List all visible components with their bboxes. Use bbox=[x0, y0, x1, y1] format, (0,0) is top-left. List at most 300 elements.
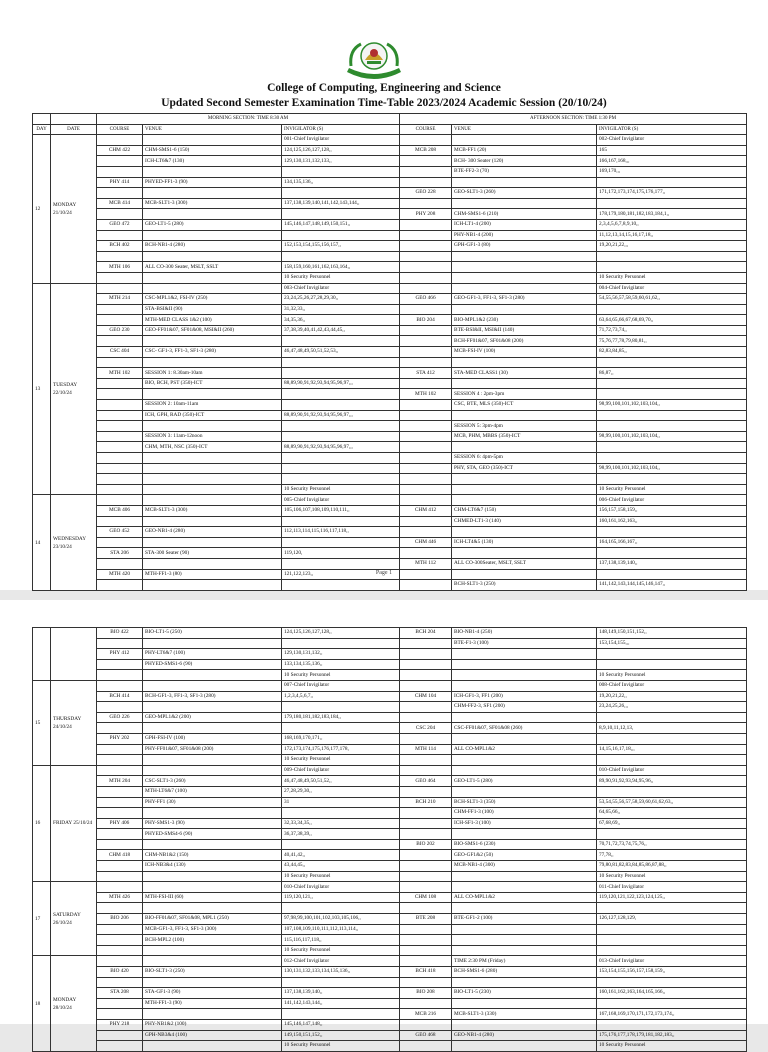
page-number: Page 1 bbox=[375, 570, 393, 576]
timetable-row bbox=[33, 914, 747, 925]
timetable-row bbox=[33, 198, 747, 209]
afternoon-venue: ICH-LT1-4 (200) bbox=[452, 219, 597, 230]
morning-invigilator: 003-Chief Invigilator bbox=[282, 283, 400, 294]
morning-invigilator: 141,142,143,144,, bbox=[282, 998, 400, 1009]
afternoon-invigilator: 77,78,, bbox=[597, 850, 747, 861]
afternoon-venue: GEO-GF1-3, FF1-3, SF1-3 (280) bbox=[452, 294, 597, 305]
afternoon-invigilator bbox=[597, 357, 747, 368]
morning-venue bbox=[143, 871, 282, 882]
afternoon-course: CSC 204 bbox=[400, 723, 452, 734]
morning-invigilator: 1,2,3,4,5,6,7,, bbox=[282, 691, 400, 702]
morning-course: CHM 418 bbox=[97, 850, 143, 861]
morning-course bbox=[97, 861, 143, 872]
afternoon-venue: ALL CO-MPL1&2 bbox=[452, 892, 597, 903]
afternoon-course bbox=[400, 998, 452, 1009]
timetable-row bbox=[33, 421, 747, 432]
afternoon-invigilator: 8,9,10,11,12,13, bbox=[597, 723, 747, 734]
course-header: COURSE bbox=[97, 124, 143, 135]
afternoon-venue: ICH-SF1-3 (100) bbox=[452, 818, 597, 829]
afternoon-venue: CHM-LT6&7 (150) bbox=[452, 505, 597, 516]
afternoon-invigilator bbox=[597, 649, 747, 660]
morning-invigilator bbox=[282, 516, 400, 527]
morning-invigilator bbox=[282, 537, 400, 548]
afternoon-course: CHM 108 bbox=[400, 892, 452, 903]
morning-invigilator bbox=[282, 188, 400, 199]
timetable-row bbox=[33, 712, 747, 723]
morning-invigilator: 137,138,139,140,141,142,143,144,, bbox=[282, 198, 400, 209]
afternoon-course bbox=[400, 882, 452, 893]
afternoon-venue: CHMED-LT1-3 (140) bbox=[452, 516, 597, 527]
morning-invigilator: 168,169,170,171,, bbox=[282, 733, 400, 744]
afternoon-venue bbox=[452, 733, 597, 744]
afternoon-invigilator: 137,138,139,140,, bbox=[597, 558, 747, 569]
morning-invigilator: 10 Security Personnel bbox=[282, 272, 400, 283]
afternoon-venue: ICH-LT4&5 (130) bbox=[452, 537, 597, 548]
timetable-row bbox=[33, 892, 747, 903]
timetable-row bbox=[33, 797, 747, 808]
morning-course: GEO 472 bbox=[97, 219, 143, 230]
timetable-row bbox=[33, 850, 747, 861]
timetable-row bbox=[33, 808, 747, 819]
morning-venue: CHM-NB1&2 (150) bbox=[143, 850, 282, 861]
timetable-row bbox=[33, 495, 747, 506]
morning-invigilator: 23,24,25,26,27,28,29,30,, bbox=[282, 294, 400, 305]
morning-course bbox=[97, 580, 143, 591]
afternoon-course: BCH 418 bbox=[400, 967, 452, 978]
afternoon-invigilator: 98,99,100,101,102,103,104,, bbox=[597, 400, 747, 411]
timetable-row bbox=[33, 977, 747, 988]
timetable-row bbox=[33, 670, 747, 681]
morning-invigilator: 88,89,90,91,92,93,94,95,96,97,,, bbox=[282, 378, 400, 389]
morning-invigilator bbox=[282, 389, 400, 400]
timetable-row bbox=[33, 1030, 747, 1041]
morning-venue: CSC-MPL1&2, FSI-IV (250) bbox=[143, 294, 282, 305]
morning-venue: BCH-MPL2 (100) bbox=[143, 935, 282, 946]
afternoon-invigilator: 171,172,173,174,175,176,177,, bbox=[597, 188, 747, 199]
afternoon-venue bbox=[452, 262, 597, 273]
morning-venue bbox=[143, 272, 282, 283]
afternoon-venue: GEO-LT1-5 (280) bbox=[452, 776, 597, 787]
morning-invigilator bbox=[282, 723, 400, 734]
timetable-row bbox=[33, 755, 747, 766]
morning-venue bbox=[143, 166, 282, 177]
day-number bbox=[33, 628, 51, 681]
morning-course: BIO 422 bbox=[97, 628, 143, 639]
morning-course bbox=[97, 474, 143, 485]
section-header-row bbox=[33, 114, 747, 125]
morning-course bbox=[97, 336, 143, 347]
morning-course bbox=[97, 400, 143, 411]
afternoon-venue bbox=[452, 272, 597, 283]
timetable-row bbox=[33, 230, 747, 241]
afternoon-course bbox=[400, 431, 452, 442]
afternoon-course bbox=[400, 1019, 452, 1030]
morning-course bbox=[97, 230, 143, 241]
morning-course bbox=[97, 1009, 143, 1020]
morning-course bbox=[97, 135, 143, 146]
morning-venue bbox=[143, 723, 282, 734]
timetable-row bbox=[33, 1041, 747, 1052]
morning-course: GEO 230 bbox=[97, 325, 143, 336]
morning-venue bbox=[143, 474, 282, 485]
morning-venue bbox=[143, 1041, 282, 1052]
morning-invigilator bbox=[282, 463, 400, 474]
afternoon-course bbox=[400, 272, 452, 283]
afternoon-course bbox=[400, 956, 452, 967]
afternoon-venue: CHM-SMS1-6 (210) bbox=[452, 209, 597, 220]
morning-course bbox=[97, 839, 143, 850]
afternoon-course bbox=[400, 680, 452, 691]
timetable-row bbox=[33, 516, 747, 527]
morning-course bbox=[97, 357, 143, 368]
afternoon-venue: GEO-SLT1-3 (260) bbox=[452, 188, 597, 199]
morning-invigilator bbox=[282, 808, 400, 819]
timetable-row bbox=[33, 537, 747, 548]
morning-venue bbox=[143, 1009, 282, 1020]
afternoon-invigilator bbox=[597, 378, 747, 389]
morning-invigilator: 36,37,38,39,, bbox=[282, 829, 400, 840]
afternoon-course bbox=[400, 659, 452, 670]
morning-venue bbox=[143, 251, 282, 262]
afternoon-venue bbox=[452, 251, 597, 262]
afternoon-course bbox=[400, 219, 452, 230]
afternoon-venue bbox=[452, 977, 597, 988]
morning-invigilator: 10 Security Personnel bbox=[282, 1041, 400, 1052]
timetable-row bbox=[33, 680, 747, 691]
timetable-row bbox=[33, 145, 747, 156]
afternoon-invigilator: 98,99,100,101,102,103,104,, bbox=[597, 431, 747, 442]
morning-course bbox=[97, 1030, 143, 1041]
afternoon-invigilator bbox=[597, 733, 747, 744]
afternoon-invigilator bbox=[597, 198, 747, 209]
morning-venue: PHY-SMS1-3 (90) bbox=[143, 818, 282, 829]
morning-venue: STA-GF1-3 (90) bbox=[143, 988, 282, 999]
timetable-row bbox=[33, 484, 747, 495]
timetable-row bbox=[33, 400, 747, 411]
timetable-row bbox=[33, 325, 747, 336]
morning-venue bbox=[143, 882, 282, 893]
afternoon-course bbox=[400, 251, 452, 262]
morning-invigilator: 31,32,33,, bbox=[282, 304, 400, 315]
afternoon-venue bbox=[452, 548, 597, 559]
afternoon-venue bbox=[452, 903, 597, 914]
afternoon-course bbox=[400, 580, 452, 591]
afternoon-venue: MCB-FSI-IV (100) bbox=[452, 347, 597, 358]
afternoon-invigilator bbox=[597, 998, 747, 1009]
morning-venue: BCH-GF1-3, FF1-3, SF1-3 (280) bbox=[143, 691, 282, 702]
afternoon-invigilator: 141,142,143,144,145,146,147,, bbox=[597, 580, 747, 591]
timetable-row bbox=[33, 431, 747, 442]
timetable-row bbox=[33, 368, 747, 379]
morning-invigilator: 179,180,181,182,183,184,, bbox=[282, 712, 400, 723]
afternoon-course bbox=[400, 670, 452, 681]
morning-venue: SESSION 3: 11am-12noon bbox=[143, 431, 282, 442]
morning-venue: CHM, MTH, NSC (350)-ICT bbox=[143, 442, 282, 453]
afternoon-invigilator bbox=[597, 389, 747, 400]
morning-invigilator bbox=[282, 638, 400, 649]
morning-course bbox=[97, 442, 143, 453]
afternoon-invigilator: 2,3,4,5,6,7,8,9,10,, bbox=[597, 219, 747, 230]
morning-course: MCB 406 bbox=[97, 505, 143, 516]
afternoon-venue bbox=[452, 882, 597, 893]
morning-venue: STA-BSI&II (90) bbox=[143, 304, 282, 315]
afternoon-venue bbox=[452, 198, 597, 209]
morning-course: MTH 106 bbox=[97, 262, 143, 273]
afternoon-course bbox=[400, 924, 452, 935]
morning-venue: GEO-LT1-5 (280) bbox=[143, 219, 282, 230]
afternoon-invigilator: 54,55,56,57,58,59,60,61,62,, bbox=[597, 294, 747, 305]
afternoon-invigilator: 10 Security Personnel bbox=[597, 1041, 747, 1052]
afternoon-course bbox=[400, 755, 452, 766]
afternoon-invigilator: 79,80,81,82,83,84,85,86,87,88,, bbox=[597, 861, 747, 872]
morning-invigilator: 133,134,135,136,, bbox=[282, 659, 400, 670]
morning-venue bbox=[143, 580, 282, 591]
morning-course bbox=[97, 638, 143, 649]
afternoon-course bbox=[400, 765, 452, 776]
morning-course bbox=[97, 945, 143, 956]
course-header: COURSE bbox=[400, 124, 452, 135]
morning-venue: BIO-FF01&07, SF01&08, MPL1 (250) bbox=[143, 914, 282, 925]
morning-course bbox=[97, 797, 143, 808]
morning-venue: BIO-LT1-5 (250) bbox=[143, 628, 282, 639]
timetable-row bbox=[33, 166, 747, 177]
morning-course bbox=[97, 389, 143, 400]
morning-course bbox=[97, 304, 143, 315]
afternoon-course bbox=[400, 198, 452, 209]
afternoon-course: MCB 208 bbox=[400, 145, 452, 156]
afternoon-venue: BTE-BSI&II, MSI&II (140) bbox=[452, 325, 597, 336]
morning-invigilator bbox=[282, 580, 400, 591]
timetable-row bbox=[33, 527, 747, 538]
afternoon-venue: TIME 2:30 PM (Friday) bbox=[452, 956, 597, 967]
morning-venue: PHY-FF1 (30) bbox=[143, 797, 282, 808]
afternoon-course bbox=[400, 712, 452, 723]
afternoon-venue bbox=[452, 410, 597, 421]
morning-course bbox=[97, 998, 143, 1009]
timetable-row bbox=[33, 702, 747, 713]
timetable-row bbox=[33, 1019, 747, 1030]
afternoon-course: BTE 208 bbox=[400, 914, 452, 925]
morning-invigilator: 124,125,126,127,128,, bbox=[282, 145, 400, 156]
timetable-row bbox=[33, 442, 747, 453]
morning-course: STA 208 bbox=[97, 988, 143, 999]
timetable-row bbox=[33, 283, 747, 294]
morning-invigilator: 10 Security Personnel bbox=[282, 945, 400, 956]
afternoon-course bbox=[400, 484, 452, 495]
afternoon-course bbox=[400, 336, 452, 347]
afternoon-invigilator: 71,72,73,74,, bbox=[597, 325, 747, 336]
afternoon-venue: PHY, STA, GEO (350)-ICT bbox=[452, 463, 597, 474]
timetable-table-page-2 bbox=[32, 627, 747, 1052]
morning-course bbox=[97, 463, 143, 474]
morning-venue bbox=[143, 230, 282, 241]
afternoon-invigilator: 010-Chief Invigilator bbox=[597, 765, 747, 776]
afternoon-venue bbox=[452, 659, 597, 670]
morning-invigilator: 007-Chief Invigilator bbox=[282, 680, 400, 691]
morning-course: PHY 218 bbox=[97, 1019, 143, 1030]
afternoon-venue: GEO-NB1-4 (280) bbox=[452, 1030, 597, 1041]
morning-venue: ALL CO-300 Seater, MSLT, SSLT bbox=[143, 262, 282, 273]
afternoon-invigilator: 14,15,16,17,18,,, bbox=[597, 744, 747, 755]
morning-course bbox=[97, 156, 143, 167]
morning-venue: BCH-NB1-4 (280) bbox=[143, 241, 282, 252]
timetable-row bbox=[33, 453, 747, 464]
morning-invigilator bbox=[282, 558, 400, 569]
morning-invigilator bbox=[282, 166, 400, 177]
afternoon-venue bbox=[452, 527, 597, 538]
timetable-row bbox=[33, 786, 747, 797]
timetable-row bbox=[33, 967, 747, 978]
morning-invigilator: 001-Chief Invigilator bbox=[282, 135, 400, 146]
afternoon-venue bbox=[452, 177, 597, 188]
morning-invigilator: 88,89,90,91,92,93,94,95,96,97,,, bbox=[282, 442, 400, 453]
morning-course bbox=[97, 315, 143, 326]
afternoon-invigilator bbox=[597, 903, 747, 914]
afternoon-invigilator bbox=[597, 304, 747, 315]
morning-venue bbox=[143, 956, 282, 967]
afternoon-invigilator bbox=[597, 177, 747, 188]
morning-course bbox=[97, 765, 143, 776]
morning-course bbox=[97, 755, 143, 766]
afternoon-invigilator: 008-Chief Invigilator bbox=[597, 680, 747, 691]
afternoon-invigilator bbox=[597, 755, 747, 766]
afternoon-invigilator: 165 bbox=[597, 145, 747, 156]
timetable-row bbox=[33, 628, 747, 639]
morning-venue: STA-300 Seater (90) bbox=[143, 548, 282, 559]
morning-course: BCH 402 bbox=[97, 241, 143, 252]
morning-venue: MTH-FF1-3 (90) bbox=[143, 998, 282, 1009]
afternoon-invigilator: 10 Security Personnel bbox=[597, 871, 747, 882]
timetable-row bbox=[33, 262, 747, 273]
afternoon-invigilator bbox=[597, 712, 747, 723]
morning-venue: CHM-SMS1-6 (150) bbox=[143, 145, 282, 156]
venue-header: VENUE bbox=[452, 124, 597, 135]
afternoon-invigilator: 10 Security Personnel bbox=[597, 670, 747, 681]
timetable-row bbox=[33, 304, 747, 315]
afternoon-venue: ALL CO-300Seater, MSLT, SSLT bbox=[452, 558, 597, 569]
afternoon-course bbox=[400, 421, 452, 432]
timetable-row bbox=[33, 548, 747, 559]
morning-venue: BIO-SLT1-3 (250) bbox=[143, 967, 282, 978]
afternoon-course bbox=[400, 786, 452, 797]
morning-invigilator bbox=[282, 1009, 400, 1020]
morning-course bbox=[97, 495, 143, 506]
day-date: WEDNESDAY 23/10/24 bbox=[51, 495, 97, 590]
afternoon-invigilator: 166,167,168,,, bbox=[597, 156, 747, 167]
afternoon-course bbox=[400, 548, 452, 559]
afternoon-invigilator bbox=[597, 829, 747, 840]
morning-venue bbox=[143, 421, 282, 432]
morning-course bbox=[97, 659, 143, 670]
morning-invigilator: 31 bbox=[282, 797, 400, 808]
afternoon-invigilator: 64,65,66,, bbox=[597, 808, 747, 819]
morning-course bbox=[97, 378, 143, 389]
morning-venue bbox=[143, 638, 282, 649]
timetable-row bbox=[33, 474, 747, 485]
afternoon-course bbox=[400, 495, 452, 506]
day-date: FRIDAY 25/10/24 bbox=[51, 765, 97, 882]
afternoon-course bbox=[400, 304, 452, 315]
afternoon-venue: SESSION 4 : 2pm-3pm bbox=[452, 389, 597, 400]
afternoon-venue: GEO-GF1&2 (50) bbox=[452, 850, 597, 861]
afternoon-venue bbox=[452, 484, 597, 495]
morning-invigilator: 115,116,117,118,, bbox=[282, 935, 400, 946]
afternoon-invigilator bbox=[597, 410, 747, 421]
afternoon-course bbox=[400, 453, 452, 464]
morning-invigilator bbox=[282, 209, 400, 220]
morning-invigilator bbox=[282, 702, 400, 713]
morning-venue: SESSION 1: 8.30am-10am bbox=[143, 368, 282, 379]
afternoon-invigilator bbox=[597, 527, 747, 538]
morning-course bbox=[97, 924, 143, 935]
afternoon-venue: BIO-LT1-5 (230) bbox=[452, 988, 597, 999]
afternoon-invigilator bbox=[597, 442, 747, 453]
morning-course bbox=[97, 209, 143, 220]
morning-venue: ICH-NB3&4 (130) bbox=[143, 861, 282, 872]
afternoon-invigilator bbox=[597, 548, 747, 559]
morning-venue: GEO-MPL1&2 (200) bbox=[143, 712, 282, 723]
timetable-row bbox=[33, 829, 747, 840]
morning-venue: ICH-LT6&7 (130) bbox=[143, 156, 282, 167]
afternoon-course: MTH 114 bbox=[400, 744, 452, 755]
timetable-row bbox=[33, 956, 747, 967]
afternoon-invigilator: 82,83,84,85,, bbox=[597, 347, 747, 358]
afternoon-venue bbox=[452, 495, 597, 506]
morning-venue bbox=[143, 903, 282, 914]
afternoon-venue bbox=[452, 998, 597, 1009]
morning-venue: MTH-LT6&7 (100) bbox=[143, 786, 282, 797]
afternoon-venue bbox=[452, 357, 597, 368]
morning-course bbox=[97, 272, 143, 283]
morning-course bbox=[97, 251, 143, 262]
morning-course bbox=[97, 188, 143, 199]
afternoon-venue: BCH-SLT1-3 (250) bbox=[452, 580, 597, 591]
morning-invigilator: 112,113,114,115,116,117,118,, bbox=[282, 527, 400, 538]
afternoon-venue: MCB-FF1 (20) bbox=[452, 145, 597, 156]
afternoon-venue bbox=[452, 945, 597, 956]
afternoon-invigilator: 160,161,162,163,, bbox=[597, 516, 747, 527]
timetable-row bbox=[33, 315, 747, 326]
morning-invigilator: 172,173,174,175,176,177,178, bbox=[282, 744, 400, 755]
timetable-row bbox=[33, 410, 747, 421]
timetable-row bbox=[33, 558, 747, 569]
afternoon-venue: SESSION 5: 3pm-4pm bbox=[452, 421, 597, 432]
afternoon-invigilator: 126,127,128,129, bbox=[597, 914, 747, 925]
morning-invigilator: 005-Chief Invigilator bbox=[282, 495, 400, 506]
afternoon-invigilator bbox=[597, 421, 747, 432]
morning-course bbox=[97, 670, 143, 681]
day-date: TUESDAY 22/10/24 bbox=[51, 283, 97, 495]
timetable-row bbox=[33, 924, 747, 935]
afternoon-course bbox=[400, 463, 452, 474]
morning-invigilator: 130,131,132,133,134,135,136,, bbox=[282, 967, 400, 978]
afternoon-course: CHM 412 bbox=[400, 505, 452, 516]
timetable-row bbox=[33, 723, 747, 734]
afternoon-course bbox=[400, 378, 452, 389]
afternoon-venue bbox=[452, 680, 597, 691]
morning-invigilator: 10 Security Personnel bbox=[282, 871, 400, 882]
timetable-row bbox=[33, 389, 747, 400]
morning-venue bbox=[143, 453, 282, 464]
morning-venue: MCB-SLT1-3 (300) bbox=[143, 198, 282, 209]
university-logo-icon bbox=[343, 36, 405, 80]
timetable-row bbox=[33, 765, 747, 776]
morning-venue: PHY-LT6&7 (100) bbox=[143, 649, 282, 660]
afternoon-invigilator: 013-Chief Invigilator bbox=[597, 956, 747, 967]
morning-venue: GEO-NB1-4 (280) bbox=[143, 527, 282, 538]
timetable-row bbox=[33, 649, 747, 660]
afternoon-venue: CSC-FF01&07, SF01&08 (260) bbox=[452, 723, 597, 734]
